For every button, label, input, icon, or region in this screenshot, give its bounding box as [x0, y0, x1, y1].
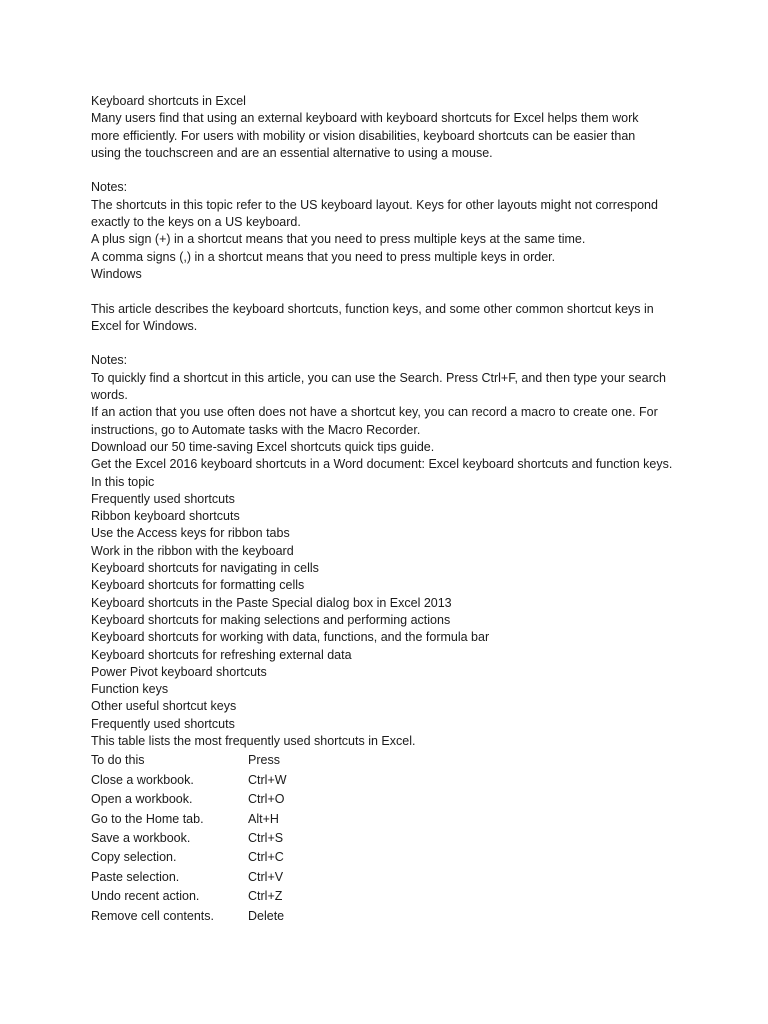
table-cell-keys: Delete — [248, 908, 285, 923]
toc-heading: In this topic — [91, 474, 155, 489]
table-cell-action: Paste selection. — [91, 869, 180, 884]
note-line: A plus sign (+) in a shortcut means that you need to press multiple keys at the same time. — [91, 232, 586, 247]
note-line: The shortcuts in this topic refer to the US keyboard layout. Keys for other layouts might not correspond — [91, 197, 658, 212]
toc-item: Keyboard shortcuts for navigating in cells — [91, 561, 319, 576]
table-header-row — [91, 751, 287, 770]
table-row — [91, 907, 287, 926]
document-page — [91, 93, 731, 926]
table-row — [91, 790, 287, 809]
table-row — [91, 887, 287, 906]
note-line: If an action that you use often does not have a shortcut key, you can record a macro to create one. For — [91, 405, 658, 420]
toc-item: Keyboard shortcuts for working with data, functions, and the formula bar — [91, 630, 490, 645]
table-cell-action: Remove cell contents. — [91, 908, 214, 923]
table-row — [91, 771, 287, 790]
note-line: Download our 50 time-saving Excel shortcuts quick tips guide. — [91, 439, 435, 454]
spacer — [91, 335, 731, 352]
table-cell-keys: Ctrl+V — [248, 869, 284, 884]
description-line: Excel for Windows. — [91, 318, 198, 333]
note-line: exactly to the keys on a US keyboard. — [91, 215, 301, 230]
table-cell-action: Close a workbook. — [91, 772, 194, 787]
table-cell-keys: Ctrl+S — [248, 830, 284, 845]
toc-item: Use the Access keys for ribbon tabs — [91, 526, 290, 541]
note-line: words. — [91, 388, 128, 403]
frequent-shortcuts-section — [91, 716, 731, 751]
description-line: This article describes the keyboard shortcuts, function keys, and some other common shortcut keys in — [91, 301, 654, 316]
table-row — [91, 810, 287, 829]
toc-item: Ribbon keyboard shortcuts — [91, 509, 240, 524]
document-title: Keyboard shortcuts in Excel — [91, 94, 246, 108]
table-cell-action: Go to the Home tab. — [91, 811, 204, 826]
toc-item: Work in the ribbon with the keyboard — [91, 543, 294, 558]
notes-heading: Notes: — [91, 180, 128, 195]
table-row — [91, 829, 287, 848]
toc-item: Keyboard shortcuts for formatting cells — [91, 578, 305, 593]
section-description: This table lists the most frequently used shortcuts in Excel. — [91, 733, 416, 748]
toc-item: Keyboard shortcuts for refreshing external data — [91, 647, 352, 662]
toc-item: Frequently used shortcuts — [91, 491, 235, 506]
table-cell-action: Copy selection. — [91, 850, 177, 865]
column-header-keys: Press — [248, 753, 280, 768]
platform-label: Windows — [91, 266, 142, 281]
table-cell-action: Save a workbook. — [91, 830, 191, 845]
table-cell-keys: Alt+H — [248, 811, 279, 826]
spacer — [91, 162, 731, 179]
shortcuts-table — [91, 751, 287, 926]
toc-item: Other useful shortcut keys — [91, 699, 237, 714]
notes-heading: Notes: — [91, 353, 128, 368]
table-cell-action: Undo recent action. — [91, 889, 200, 904]
intro-line: using the touchscreen and are an essential alternative to using a mouse. — [91, 145, 493, 160]
notes-section-2 — [91, 352, 731, 473]
article-description — [91, 301, 731, 336]
note-line: To quickly find a shortcut in this article, you can use the Search. Press Ctrl+F, and then type your search — [91, 370, 666, 385]
table-row — [91, 848, 287, 867]
section-heading: Frequently used shortcuts — [91, 716, 235, 731]
intro-line: Many users find that using an external keyboard with keyboard shortcuts for Excel helps them work — [91, 111, 639, 126]
toc-item: Power Pivot keyboard shortcuts — [91, 664, 267, 679]
table-cell-action: Open a workbook. — [91, 792, 193, 807]
table-cell-keys: Ctrl+C — [248, 850, 284, 865]
table-cell-keys: Ctrl+W — [248, 772, 287, 787]
toc-item: Keyboard shortcuts for making selections and performing actions — [91, 612, 451, 627]
note-line: instructions, go to Automate tasks with the Macro Recorder. — [91, 422, 421, 437]
column-header-action: To do this — [91, 753, 145, 768]
spacer — [91, 283, 731, 300]
intro-paragraph — [91, 110, 731, 162]
table-of-contents — [91, 474, 731, 716]
intro-line: more efficiently. For users with mobility or vision disabilities, keyboard shortcuts can be easier than — [91, 128, 636, 143]
notes-section-1 — [91, 179, 731, 283]
table-cell-keys: Ctrl+O — [248, 792, 285, 807]
table-row — [91, 868, 287, 887]
note-line: A comma signs (,) in a shortcut means that you need to press multiple keys in order. — [91, 249, 556, 264]
toc-item: Function keys — [91, 682, 169, 697]
toc-item: Keyboard shortcuts in the Paste Special dialog box in Excel 2013 — [91, 595, 452, 610]
note-line: Get the Excel 2016 keyboard shortcuts in a Word document: Excel keyboard shortcuts and function keys. — [91, 457, 673, 472]
table-cell-keys: Ctrl+Z — [248, 889, 283, 904]
